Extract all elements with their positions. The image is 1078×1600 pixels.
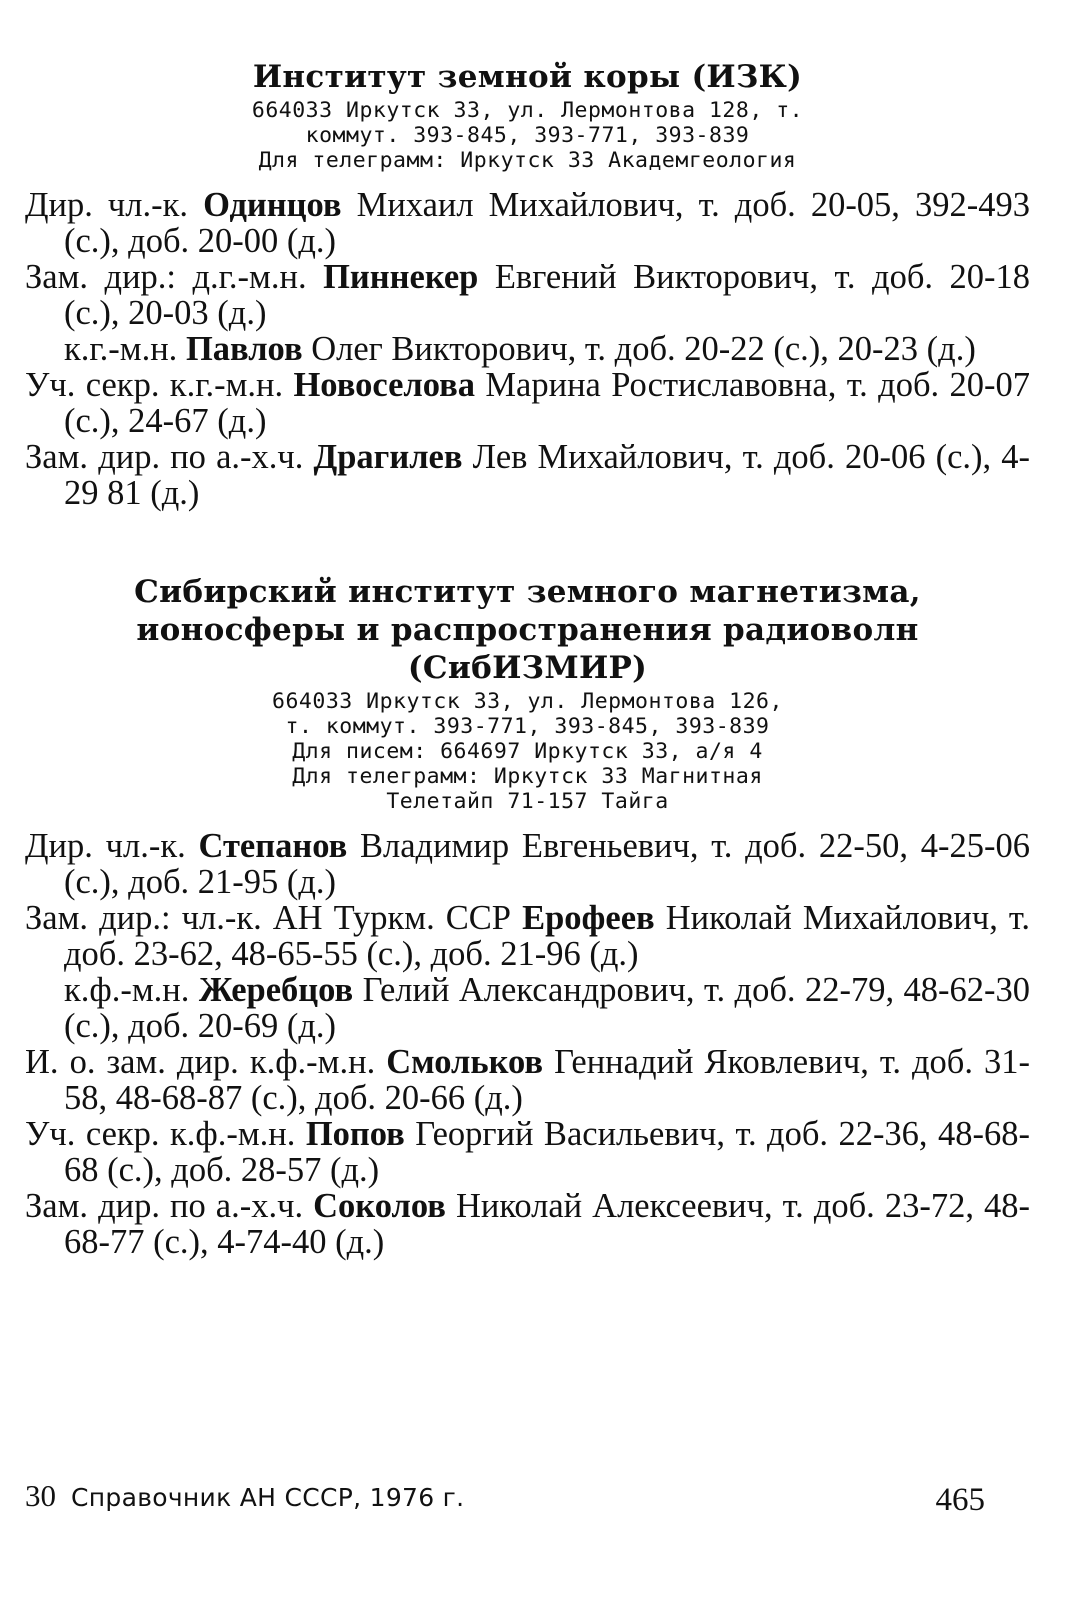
institute-address [25,689,1030,814]
staff-entry: И. о. зам. дир. к.ф.-м.н. Смольков Геннадий Яковлевич, т. доб. 31-58, 48-68-87 (с.), доб. 20-66 (д.) [25,1043,1030,1117]
address-line: 664033 Иркутск 33, ул. Лермонтова 126, [272,689,783,714]
signature-mark: 30 [25,1478,56,1513]
title-line: Сибирский институт земного магнетизма, [134,574,921,610]
staff-name: Попов [305,1115,405,1153]
staff-entry: Зам. дир.: чл.-к. АН Туркм. ССР Ерофеев Николай Михайлович, т. доб. 23-62, 48-65-55 (с.), доб. 21-96 (д.) [25,899,1030,973]
address-line: Телетайп 71-157 Тайга [386,789,669,814]
staff-list [25,828,1030,1260]
institute-izk [25,58,1030,511]
address-line: Для телеграмм: Иркутск 33 Академгеология [258,148,797,173]
institute-title [25,573,1030,687]
address-line: коммут. 393-845, 393-771, 393-839 [305,123,750,148]
staff-name: Смольков [386,1043,544,1081]
staff-name: Ерофеев [522,899,655,937]
document-page [25,58,1030,1260]
title-line: ионосферы и распространения радиоволн [136,612,919,648]
address-line: Для телеграмм: Иркутск 33 Магнитная [292,764,763,789]
address-line: 664033 Иркутск 33, ул. Лермонтова 128, т. [251,98,804,123]
address-line: т. коммут. 393-771, 393-845, 393-839 [285,714,770,739]
staff-entry: Дир. чл.-к. Степанов Владимир Евгеньевич, т. доб. 22-50, 4-25-06 (с.), доб. 21-95 (д.) [25,827,1030,901]
staff-entry: Зам. дир. по а.-х.ч. Драгилев Лев Михайлович, т. доб. 20-06 (с.), 4-29 81 (д.) [25,438,1030,512]
staff-name: Одинцов [203,186,342,224]
staff-name: Павлов [185,330,303,368]
staff-name: Жеребцов [198,971,354,1009]
staff-entry: Уч. секр. к.г.-м.н. Новоселова Марина Ростиславовна, т. доб. 20-07 (с.), 24-67 (д.) [25,366,1030,440]
page-number: 465 [935,1482,985,1518]
staff-entry: к.г.-м.н. Павлов Олег Викторович, т. доб. 20-22 (с.), 20-23 (д.) [64,330,976,368]
staff-name: Степанов [198,827,348,865]
institute-sibizmir [25,573,1030,1260]
staff-name: Соколов [313,1187,446,1225]
staff-entry: Уч. секр. к.ф.-м.н. Попов Георгий Васильевич, т. доб. 22-36, 48-68-68 (с.), доб. 28-57 (д.) [25,1115,1030,1189]
footer-title: Справочник АН СССР, 1976 г. [71,1483,465,1512]
staff-entry: Дир. чл.-к. Одинцов Михаил Михайлович, т. доб. 20-05, 392-493 (с.), доб. 20-00 (д.) [25,186,1030,260]
staff-list [25,187,1030,511]
staff-name: Драгилев [313,438,463,476]
institute-title: Институт земной коры (ИЗК) [252,59,803,95]
page-footer [25,1478,985,1528]
institute-address [25,98,1030,173]
staff-entry: Зам. дир. по а.-х.ч. Соколов Николай Алексеевич, т. доб. 23-72, 48-68-77 (с.), 4-74-40 (д.) [25,1187,1030,1261]
staff-entry: Зам. дир.: д.г.-м.н. Пиннекер Евгений Викторович, т. доб. 20-18 (с.), 20-03 (д.) [25,258,1030,332]
address-line: Для писем: 664697 Иркутск 33, а/я 4 [292,739,763,764]
staff-name: Новоселова [293,366,476,404]
staff-entry: к.ф.-м.н. Жеребцов Гелий Александрович, т. доб. 22-79, 48-62-30 (с.), доб. 20-69 (д.) [64,971,1030,1045]
staff-name: Пиннекер [323,258,479,296]
title-line: (СибИЗМИР) [407,650,648,686]
section-spacer [25,511,1030,573]
